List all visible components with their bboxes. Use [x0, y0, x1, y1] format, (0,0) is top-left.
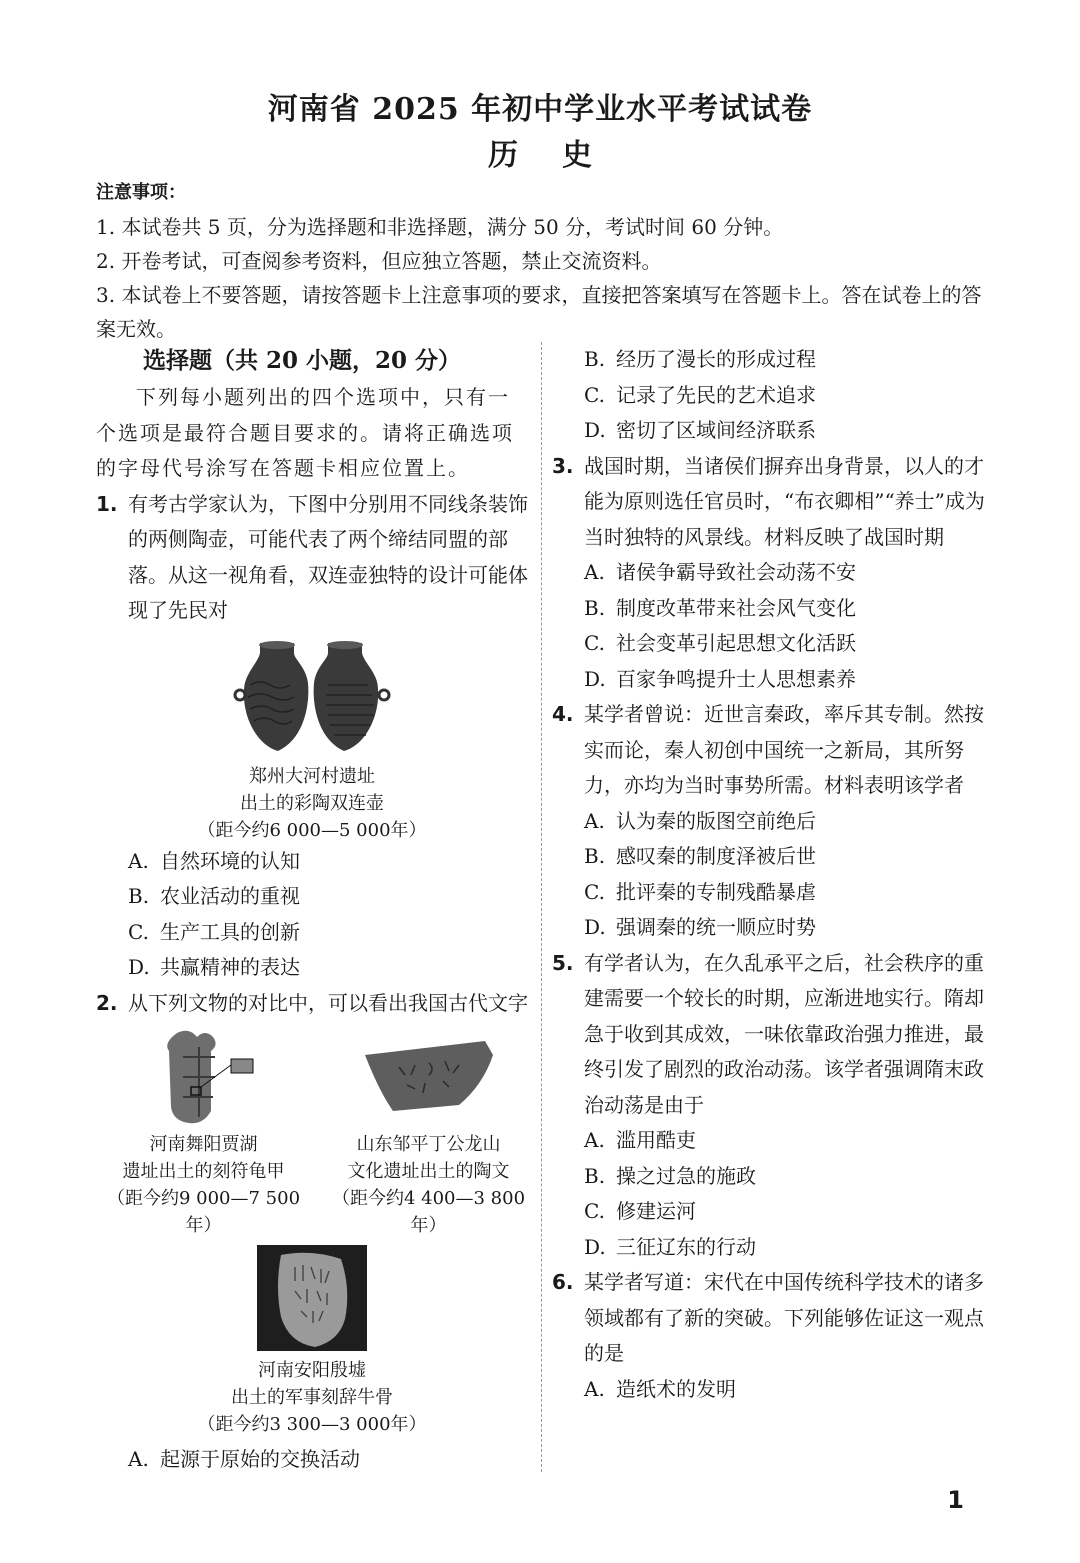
figure-caption-line: 河南安阳殷墟 [258, 1360, 366, 1381]
tortoise-shell-image [139, 1027, 269, 1127]
question-stem: 某学者写道：宋代在中国传统科学技术的诸多领域都有了新的突破。下列能够佐证这一观点的是 [584, 1270, 984, 1365]
figure-caption-line: （距今约4 400—3 800年） [331, 1188, 526, 1236]
right-column [552, 342, 988, 1407]
figure-caption-line: 文化遗址出土的陶文 [347, 1161, 510, 1182]
subject-title [0, 130, 1080, 174]
option-a: A. 滥用酷吏 [584, 1128, 696, 1152]
option-c: C. 记录了先民的艺术追求 [584, 382, 816, 407]
column-divider [541, 342, 542, 1472]
question-1 [96, 487, 528, 629]
figure-double-vase [96, 635, 528, 844]
option-b: B. 经历了漫长的形成过程 [584, 347, 816, 371]
option-d: D. 百家争鸣提升士人思想素养 [584, 666, 856, 691]
figure-pottery-shard [321, 1027, 536, 1239]
question-number: 1. [96, 491, 118, 516]
double-vase-image [232, 635, 392, 759]
subject-char-2: 史 [562, 138, 592, 173]
notes-heading: 注意事项： [96, 182, 186, 203]
option-b: B. 制度改革带来社会风气变化 [584, 595, 856, 620]
option-b: B. 操之过急的施政 [584, 1163, 756, 1188]
figure-caption-line: （距今约9 000—7 500年） [106, 1188, 301, 1236]
figure-caption-line: 郑州大河村遗址 [249, 765, 375, 787]
pottery-shard-image [359, 1027, 499, 1127]
option-a: A. 起源于原始的交换活动 [128, 1447, 360, 1471]
figure-ox-bone [96, 1245, 528, 1438]
section-instructions: 下列每小题列出的四个选项中，只有一个选项是最符合题目要求的。请将正确选项的字母代号涂写在答题卡相应位置上。 [96, 385, 514, 480]
option-d: D. 强调秦的统一顺应时势 [584, 915, 816, 939]
ox-bone-image [257, 1245, 367, 1351]
option-a: A. 诸侯争霸导致社会动荡不安 [584, 560, 856, 584]
figure-caption-line: 河南舞阳贾湖 [149, 1134, 258, 1155]
figure-row-artifacts [96, 1027, 536, 1239]
option-c: C. 生产工具的创新 [128, 919, 300, 944]
option-a: A. 认为秦的版图空前绝后 [584, 808, 816, 833]
section-title: 选择题（共 20 小题，20 分） [142, 347, 462, 374]
option-d: D. 共赢精神的表达 [128, 955, 300, 979]
exam-title: 河南省 2025 年初中学业水平考试试卷 [267, 92, 813, 127]
option-a: A. 自然环境的认知 [128, 848, 300, 873]
question-stem: 有考古学家认为，下图中分别用不同线条装饰的两侧陶壶，可能代表了两个缔结同盟的部落。从这一视角看，双连壶独特的设计可能体现了先民对 [128, 491, 528, 622]
option-b: B. 感叹秦的制度泽被后世 [584, 844, 816, 868]
question-stem: 从下列文物的对比中，可以看出我国古代文字 [128, 990, 528, 1015]
question-stem: 某学者曾说：近世言秦政，率斥其专制。然按实而论，秦人初创中国统一之新局，其所努力，亦均为当时事势所需。材料表明该学者 [584, 702, 984, 797]
question-number: 2. [96, 990, 118, 1015]
figure-caption-line: 出土的彩陶双连壶 [240, 792, 384, 814]
figure-tortoise-shell [96, 1027, 311, 1239]
option-c: C. 修建运河 [584, 1199, 696, 1223]
option-c: C. 社会变革引起思想文化活跃 [584, 631, 856, 655]
question-number: 5. [552, 950, 574, 975]
option-b: B. 农业活动的重视 [128, 884, 300, 908]
figure-caption-line: （距今约3 300—3 000年） [197, 1414, 427, 1435]
question-5 [552, 946, 988, 1124]
figure-caption-line: 遗址出土的刻符龟甲 [122, 1161, 285, 1182]
question-number: 3. [552, 453, 574, 478]
question-6 [552, 1265, 988, 1372]
question-4 [552, 697, 988, 804]
question-stem: 有学者认为，在久乱承平之后，社会秩序的重建需要一个较长的时期，应渐进地实行。隋却急于收到其成效，一味依靠政治强力推进，最终引发了剧烈的政治动荡。该学者强调隋末政治动荡是由于 [584, 950, 984, 1117]
question-number: 6. [552, 1270, 574, 1294]
note-item: 1. 本试卷共 5 页，分为选择题和非选择题，满分 50 分，考试时间 60 分钟。 [96, 215, 784, 239]
page-number: 1 [947, 1486, 964, 1514]
subject-char-1: 历 [488, 138, 518, 173]
question-2 [96, 986, 528, 1022]
figure-caption-line: （距今约6 000—5 000年） [197, 819, 427, 841]
note-item: 2. 开卷考试，可查阅参考资料，但应独立答题，禁止交流资料。 [96, 249, 662, 273]
notes-block [96, 176, 996, 346]
question-number: 4. [552, 702, 574, 726]
option-d: D. 三征辽东的行动 [584, 1234, 756, 1259]
question-stem: 战国时期，当诸侯们摒弃出身背景，以人的才能为原则选任官员时，“布衣卿相”“养士”成为当时独特的风景线。材料反映了战国时期 [584, 453, 985, 549]
left-column [96, 342, 528, 1478]
option-d: D. 密切了区域间经济联系 [584, 418, 816, 442]
figure-caption-line: 出土的军事刻辞牛骨 [231, 1387, 393, 1408]
note-item: 3. 本试卷上不要答题，请按答题卡上注意事项的要求，直接把答案填写在答题卡上。答在试卷上的答案无效。 [96, 283, 982, 341]
figure-caption-line: 山东邹平丁公龙山 [356, 1134, 501, 1155]
option-c: C. 批评秦的专制残酷暴虐 [584, 879, 816, 904]
option-a: A. 造纸术的发明 [584, 1376, 736, 1401]
question-3 [552, 449, 988, 556]
